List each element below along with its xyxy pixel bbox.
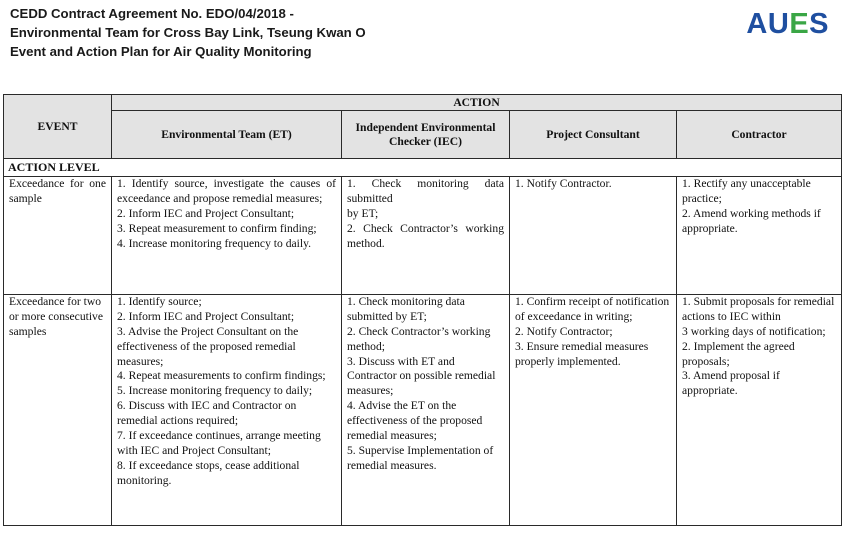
iec-actions-cell [342,176,510,294]
action-item: 1. Check monitoring data submitted by ET; [347,294,465,323]
action-item: 1. Rectify any unacceptable practice; [682,176,811,205]
action-item: 4. Increase monitoring frequency to daily. [117,236,312,250]
action-item: 5. Increase monitoring frequency to daily; [117,384,313,398]
action-item: 2. Check Contractor’s working method. [347,221,504,250]
action-item: 2. Inform IEC and Project Consultant; [117,206,295,220]
title-line-contract: CEDD Contract Agreement No. EDO/04/2018 - [10,6,294,21]
event-cell: Exceedance for two or more consecutive samples [4,294,112,525]
project-consultant-actions-cell [510,176,677,294]
contractor-actions-cell [677,176,842,294]
column-header-project-consultant: Project Consultant [510,111,677,159]
title-line-plan: Event and Action Plan for Air Quality Monitoring [10,44,312,59]
column-header-iec: Independent Environmental Checker (IEC) [342,111,510,159]
action-item: 1. Notify Contractor. [515,176,612,190]
aues-logo [746,6,829,42]
action-item: 2. Implement the agreed proposals; [682,339,795,368]
logo-letter-a: A [746,8,768,40]
project-consultant-actions-cell [510,294,677,525]
action-item: 3. Ensure remedial measures properly implemented. [515,339,649,368]
action-item: 3. Amend proposal if appropriate. [682,369,780,398]
document-title [10,4,366,61]
column-header-et: Environmental Team (ET) [112,111,342,159]
event-cell: Exceedance for one sample [4,176,112,294]
action-item: 3. Advise the Project Consultant on the effectiveness of the proposed remedial measures; [117,324,299,368]
logo-letter-u: U [767,8,790,40]
action-item: 2. Amend working methods if appropriate. [682,206,821,235]
action-item: 1. Identify source, investigate the causes of exceedance and propose remedial measures; [117,176,336,205]
action-item: by ET; [347,206,379,220]
column-header-contractor: Contractor [677,111,842,159]
action-item: 3. Discuss with ET and Contractor on possible remedial measures; [347,354,496,398]
action-item: 6. Discuss with IEC and Contractor on remedial actions required; [117,399,297,428]
action-item: 5. Supervise Implementation of remedial measures. [347,443,494,472]
table-row [4,294,842,525]
iec-actions-cell [342,294,510,525]
page-header [10,4,835,88]
title-line-team: Environmental Team for Cross Bay Link, Tseung Kwan O [10,25,366,40]
logo-letter-s: S [809,8,829,40]
action-item: 7. If exceedance continues, arrange meeting with IEC and Project Consultant; [117,429,321,457]
action-item: 2. Notify Contractor; [515,324,613,338]
action-item: 1. Confirm receipt of notification of exceedance in writing; [515,294,670,323]
action-item: 4. Advise the ET on the effectiveness of the proposed remedial measures; [347,399,483,443]
event-action-plan-table [3,94,842,526]
action-group-header: ACTION [112,95,842,111]
table-header-row [4,95,842,111]
logo-letter-e: E [789,8,810,40]
action-item: 2. Inform IEC and Project Consultant; [117,309,295,323]
table-row [4,176,842,294]
action-item: 1. Identify source; [117,294,202,308]
event-column-header: EVENT [4,95,112,159]
action-item: 1. Check monitoring data submitted [347,176,504,205]
table-subheader-row [4,111,842,159]
section-label-action-level: ACTION LEVEL [4,159,842,177]
action-item: 3 working days of notification; [682,324,826,338]
contractor-actions-cell [677,294,842,525]
action-item: 3. Repeat measurement to confirm finding; [117,221,317,235]
action-item: 2. Check Contractor’s working method; [347,324,491,353]
et-actions-cell [112,176,342,294]
section-row [4,159,842,177]
action-item: 4. Repeat measurements to confirm findings; [117,369,326,383]
action-item: 8. If exceedance stops, cease additional monitoring. [117,458,300,487]
et-actions-cell [112,294,342,525]
action-item: 1. Submit proposals for remedial actions to IEC within [682,294,835,323]
